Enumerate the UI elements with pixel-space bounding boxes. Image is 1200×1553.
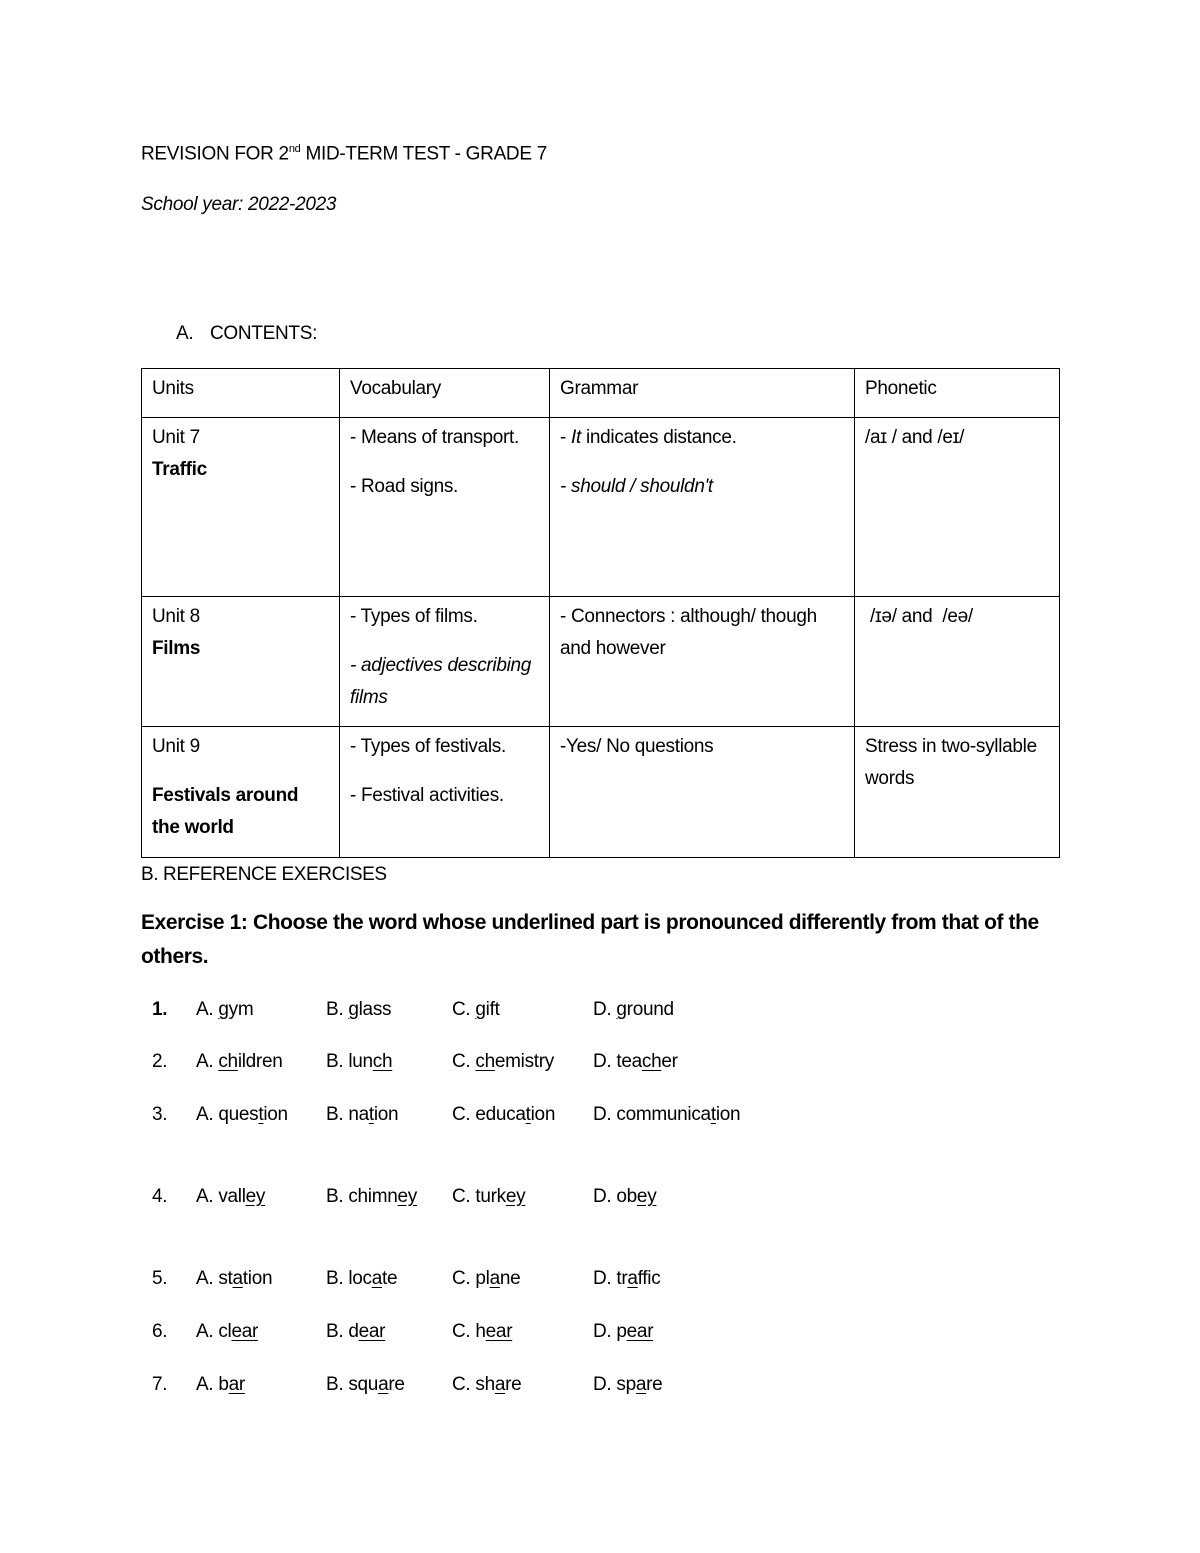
underlined-part: ey [245,1186,266,1207]
answer-option-c: C. gift [452,999,500,1020]
grammar-item: -Yes/ No questions [560,736,714,757]
question-number: 2. [152,1051,168,1072]
answer-option-c: C. hear [452,1321,513,1342]
title-text: REVISION FOR 2 [141,143,289,165]
vocab-item: - Means of transport. [350,427,519,448]
underlined-part: a [378,1374,389,1395]
answer-option-d: D. ground [593,999,674,1020]
answer-option-a: A. station [196,1268,273,1289]
answer-option-a: A. question [196,1104,288,1125]
unit-number: Unit 8 [152,606,200,627]
answer-option-a: A. clear [196,1321,259,1342]
unit-name: Films [152,638,201,659]
table-row [142,597,1060,727]
vocabulary-cell [340,597,550,727]
underlined-part: t [368,1104,374,1125]
underlined-part: a [635,1374,647,1395]
phonetic-cell: /ɪə/ and /eə/ [855,597,1060,727]
underlined-part: ey [397,1186,417,1207]
answer-option-b: B. square [326,1374,405,1395]
underlined-part: ey [505,1186,526,1207]
question-number: 7. [152,1374,168,1395]
header-phonetic: Phonetic [855,369,1060,418]
answer-option-c: C. education [452,1104,556,1125]
grammar-item: - Connectors : although/ though and however [560,606,817,659]
answer-option-a: A. valley [196,1186,266,1207]
grammar-item: - should / shouldn't [560,476,713,497]
unit-cell [142,727,340,858]
vocabulary-cell [340,727,550,858]
answer-option-d: D. spare [593,1374,663,1395]
unit-name: Traffic [152,459,207,480]
unit-name: Festivals around the world [152,785,299,838]
answer-option-c: C. share [452,1374,522,1395]
question-number: 6. [152,1321,168,1342]
header-grammar: Grammar [550,369,855,418]
answer-option-d: D. obey [593,1186,657,1207]
answer-option-d: D. communication [593,1104,741,1125]
section-a-heading [176,323,317,345]
answer-option-b: B. chimney [326,1186,417,1207]
phonetic-cell: Stress in two-syllable words [855,727,1060,858]
vocab-item: - Types of festivals. [350,736,506,757]
header-units: Units [142,369,340,418]
question-number: 1. [152,999,168,1020]
underlined-part: ear [231,1321,259,1342]
underlined-part: ar [228,1374,245,1395]
table-row [142,418,1060,597]
underlined-part: g [348,999,359,1020]
underlined-part: ch [641,1051,662,1072]
answer-option-a: A. gym [196,999,254,1020]
underlined-part: a [494,1374,506,1395]
answer-option-c: C. turkey [452,1186,526,1207]
answer-option-d: D. pear [593,1321,654,1342]
header-vocabulary: Vocabulary [340,369,550,418]
underlined-part: ch [218,1051,238,1072]
vocab-item: - adjectives describing films [350,655,532,708]
vocabulary-cell [340,418,550,597]
table-row [142,727,1060,858]
underlined-part: g [616,999,627,1020]
grammar-cell [550,597,855,727]
contents-table [141,368,1060,858]
answer-option-d: D. traffic [593,1268,661,1289]
school-year: School year: 2022-2023 [141,194,337,215]
underlined-part: t [525,1104,531,1125]
unit-number: Unit 7 [152,427,200,448]
underlined-part: ear [358,1321,386,1342]
underlined-part: a [489,1268,500,1289]
table-header-row [142,369,1060,418]
answer-option-b: B. dear [326,1321,386,1342]
underlined-part: g [475,999,486,1020]
unit-cell [142,418,340,597]
grammar-cell [550,418,855,597]
underlined-part: t [710,1104,716,1125]
phonetic-cell: /aɪ / and /eɪ/ [855,418,1060,597]
underlined-part: g [218,999,229,1020]
underlined-part: a [627,1268,638,1289]
question-number: 4. [152,1186,168,1207]
vocab-item: - Types of films. [350,606,478,627]
answer-option-a: A. bar [196,1374,245,1395]
underlined-part: ch [372,1051,393,1072]
document-title [141,143,547,165]
underlined-part: a [371,1268,382,1289]
answer-option-b: B. nation [326,1104,399,1125]
question-number: 3. [152,1104,168,1125]
title-superscript: nd [288,143,301,155]
unit-cell [142,597,340,727]
vocab-item: - Festival activities. [350,785,504,806]
answer-option-a: A. children [196,1051,283,1072]
underlined-part: ch [475,1051,495,1072]
grammar-item: - It indicates distance. [560,427,737,448]
vocab-item: - Road signs. [350,476,459,497]
answer-option-b: B. glass [326,999,392,1020]
answer-option-d: D. teacher [593,1051,678,1072]
title-text-rest: MID-TERM TEST - GRADE 7 [300,143,547,165]
exercise-1-instruction: Exercise 1: Choose the word whose underlined part is pronounced differently from that of the others. [141,911,1039,968]
section-a-number: A. [176,323,194,344]
section-a-title: CONTENTS: [210,323,318,344]
underlined-part: ear [485,1321,513,1342]
underlined-part: t [258,1104,264,1125]
section-b-heading: B. REFERENCE EXERCISES [141,864,387,885]
grammar-cell [550,727,855,858]
answer-option-b: B. lunch [326,1051,393,1072]
answer-option-c: C. chemistry [452,1051,554,1072]
underlined-part: a [232,1268,243,1289]
answer-option-b: B. locate [326,1268,398,1289]
answer-option-c: C. plane [452,1268,521,1289]
unit-number: Unit 9 [152,736,200,757]
question-number: 5. [152,1268,168,1289]
underlined-part: ey [636,1186,657,1207]
underlined-part: ear [626,1321,654,1342]
